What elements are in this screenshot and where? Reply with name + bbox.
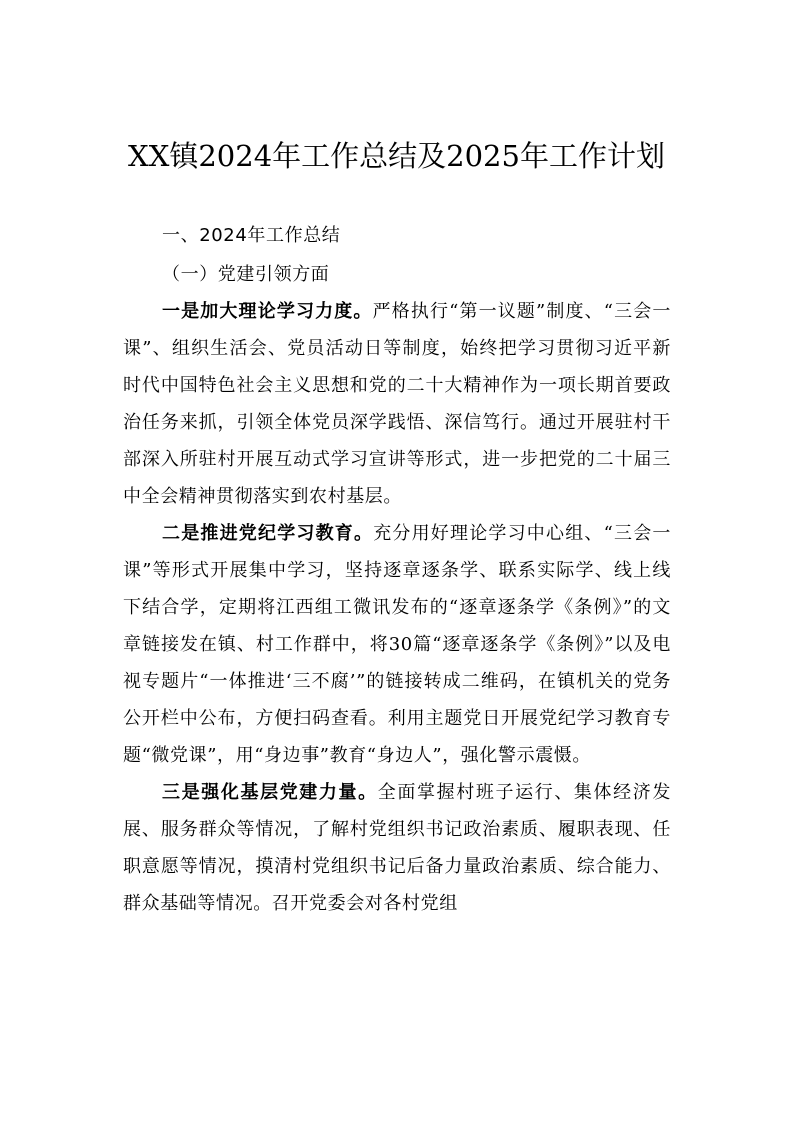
paragraph-lead: 三是强化基层党建力量。	[162, 782, 378, 803]
paragraph-theory-study	[123, 293, 671, 515]
paragraph-discipline-education	[123, 515, 671, 774]
document-title: XX镇2024年工作总结及2025年工作计划	[128, 139, 665, 173]
paragraph-text: 全面掌握村班子运行、集体经济发展、服务群众等情况，了解村党组织书记政治素质、履职表现、任职意愿等情况，摸清村党组织书记后备力量政治素质、综合能力、群众基础等情况。召开党委会对各村党组	[123, 782, 671, 914]
document-body	[123, 216, 671, 922]
paragraph-grassroots-building	[123, 774, 671, 922]
paragraph-text: 充分用好理论学习中心组、“三会一课”等形式开展集中学习，坚持逐章逐条学、联系实际学、线上线下结合学，定期将江西组工微讯发布的“逐章逐条学《条例》”的文章链接发在镇、村工作群中，将30篇“逐章逐条学《条例》”以及电视专题片“一体推进‘三不腐’”的链接转成二维码，在镇机关的党务公开栏中公布，方便扫码查看。利用主题党日开展党纪学习教育专题“微党课”，用“身边事”教育“身边人”，强化警示震慑。	[123, 523, 671, 766]
subsection-heading: （一）党建引领方面	[162, 264, 330, 285]
paragraph-lead: 二是推进党纪学习教育。	[162, 523, 374, 544]
paragraph-text: 严格执行“第一议题”制度、“三会一课”、组织生活会、党员活动日等制度，始终把学习贯彻习近平新时代中国特色社会主义思想和党的二十大精神作为一项长期首要政治任务来抓，引领全体党员深学践悟、深信笃行。通过开展驻村干部深入所驻村开展互动式学习宣讲等形式，进一步把党的二十届三中全会精神贯彻落实到农村基层。	[123, 301, 671, 507]
paragraph-lead: 一是加大理论学习力度。	[162, 301, 373, 322]
section-heading: 一、2024年工作总结	[162, 225, 341, 246]
